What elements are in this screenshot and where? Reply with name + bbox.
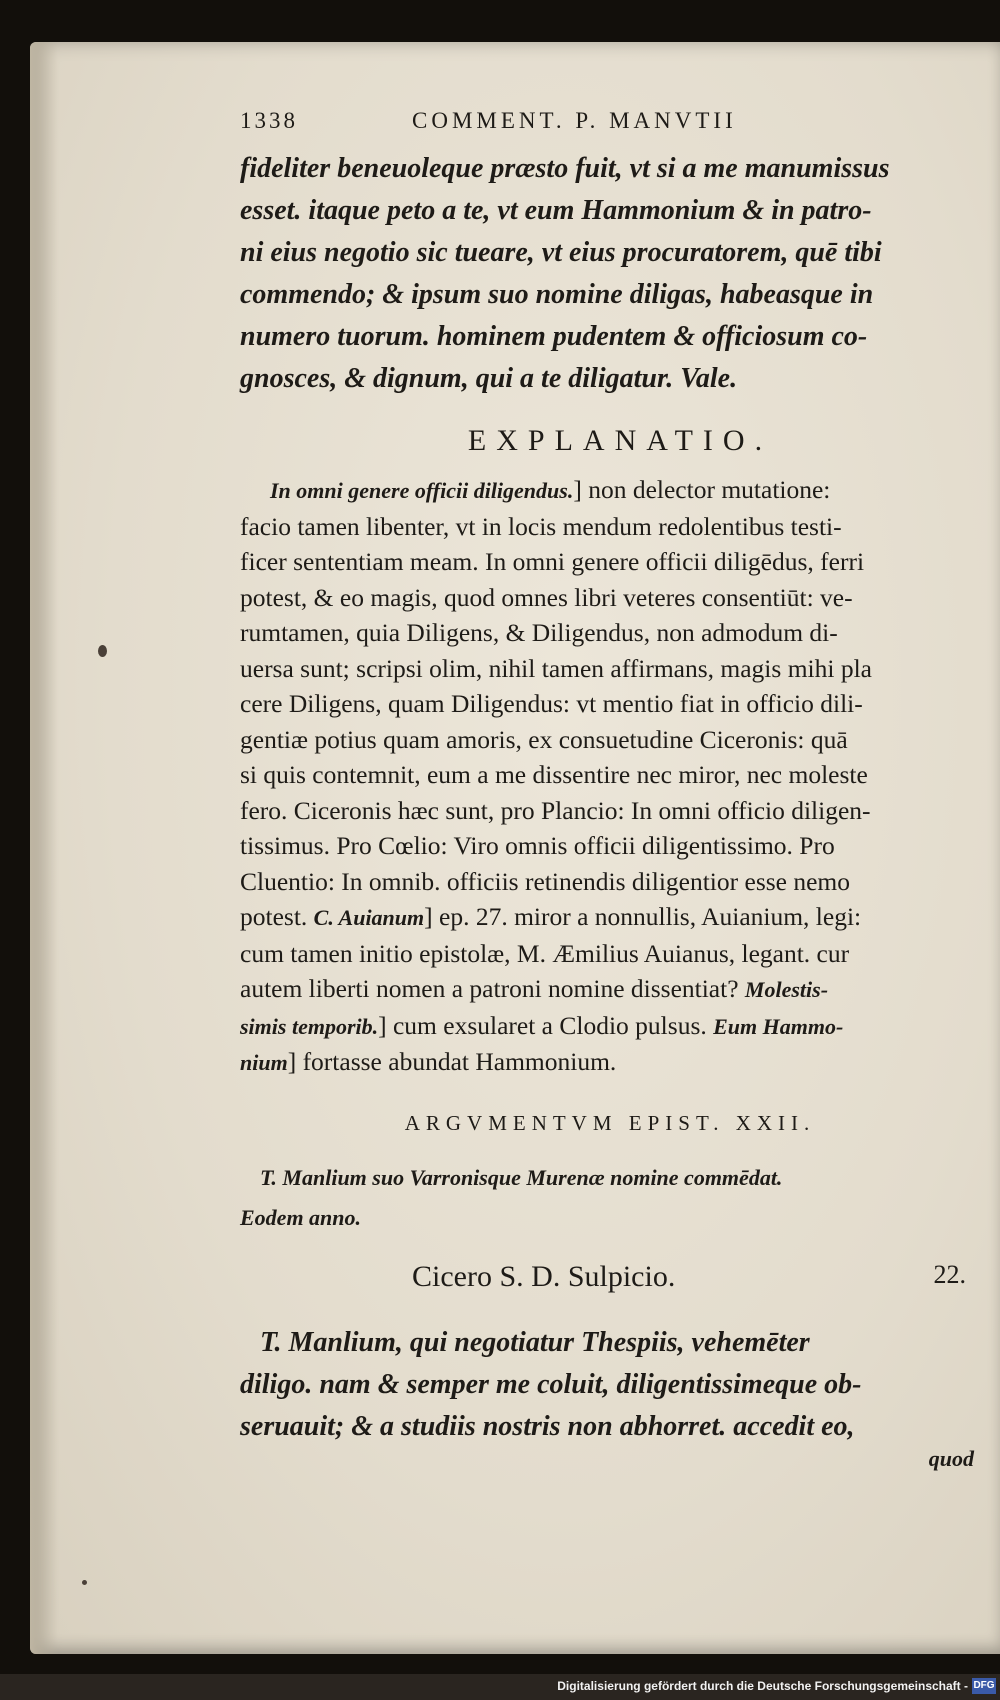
text-line: si quis contemnit, eum a me dissentire nec miror, nec moleste (240, 760, 868, 789)
text-line: ni eius negotio sic tueare, vt eius procuratorem, quē tibi (240, 237, 882, 268)
page-number: 1338 (240, 108, 298, 133)
text-line: cum tamen initio epistolæ, M. Æmilius Auianus, legant. cur (240, 938, 850, 968)
letter-heading (240, 1260, 980, 1306)
letter-22-text (240, 1322, 980, 1448)
text-line: Eodem anno. (240, 1204, 362, 1230)
text-segment: potest. (240, 902, 314, 931)
commentary (240, 472, 980, 1081)
explanatio-heading: EXPLANATIO. (467, 424, 773, 457)
lemma: Eum Hammo- (713, 1013, 844, 1039)
page-gutter-shadow (30, 42, 58, 1654)
text-line: facio tamen libenter, vt in locis mendum redolentibus testi- (240, 511, 842, 541)
text-line: cere Diligens, quam Diligendus: vt mentio fiat in officio dili- (240, 689, 863, 718)
catchword: quod (928, 1445, 974, 1471)
text-line (240, 472, 980, 509)
lemma: nium (240, 1050, 288, 1075)
text-segment: ] cum exsularet a Clodio pulsus. (378, 1010, 714, 1040)
lemma: In omni genere officii diligendus. (270, 478, 574, 503)
dfg-logo: DFG (972, 1678, 996, 1694)
lemma: C. Auianum (313, 905, 425, 930)
text-line: rumtamen, quia Diligens, & Diligendus, non admodum di- (240, 618, 838, 647)
text-line: diligo. nam & semper me coluit, diligentissimeque ob- (240, 1368, 862, 1400)
running-title: COMMENT. P. MANVTII (412, 108, 737, 133)
text-line: potest, & eo magis, quod omnes libri veteres consentiūt: ve- (240, 582, 853, 612)
argument-title: ARGVMENTVM EPIST. XXII. (404, 1110, 816, 1135)
letter-salutation: Cicero S. D. Sulpicio. (412, 1259, 676, 1293)
letter-number: 22. (933, 1259, 966, 1289)
running-head (240, 108, 980, 148)
text-line (240, 899, 980, 936)
page-content (240, 108, 980, 1472)
text-line (240, 1044, 980, 1081)
argument-text (240, 1158, 980, 1238)
text-line (240, 971, 980, 1008)
lemma: Molestis- (744, 977, 829, 1002)
text-line: commendo; & ipsum suo nomine diligas, habeasque in (240, 279, 874, 310)
ink-stain (82, 1580, 87, 1585)
text-line: Cluentio: In omnib. officiis retinendis diligentior esse nemo (240, 866, 851, 896)
text-segment: autem liberti nomen a patroni nomine dissentiat? (240, 974, 745, 1003)
text-line: gentiæ potius quam amoris, ex consuetudine Ciceronis: quā (240, 724, 848, 754)
text-line: ficer sententiam meam. In omni genere officii diligēdus, ferri (240, 547, 865, 576)
text-line: T. Manlium suo Varronisque Murenæ nomine commēdat. (260, 1164, 783, 1190)
text-line (240, 1008, 980, 1045)
text-segment: ] fortasse abundat Hammonium. (287, 1047, 617, 1076)
letter-continuation (240, 148, 980, 400)
footer-bar (0, 1674, 1000, 1700)
text-line: uersa sunt; scripsi olim, nihil tamen affirmans, magis mihi pla (240, 653, 872, 683)
text-line: gnosces, & dignum, qui a te diligatur. Vale. (240, 363, 738, 394)
lemma: simis temporib. (240, 1013, 379, 1039)
text-segment: ] ep. 27. miror a nonnullis, Auianium, legi: (424, 902, 862, 931)
text-line: tissimus. Pro Cœlio: Viro omnis officii diligentissimo. Pro (240, 831, 835, 860)
text-segment: ] non delector mutatione: (573, 475, 831, 504)
text-line: esset. itaque peto a te, vt eum Hammonium & in patro- (240, 195, 872, 226)
ink-stain (98, 645, 107, 657)
text-line: numero tuorum. hominem pudentem & officiosum co- (240, 321, 868, 352)
text-line: seruauit; & a studiis nostris non abhorret. accedit eo, (240, 1410, 855, 1442)
text-line: fero. Ciceronis hæc sunt, pro Plancio: In omni officio diligen- (240, 795, 871, 825)
text-line: T. Manlium, qui negotiatur Thespiis, vehemēter (260, 1326, 810, 1358)
digitization-credit: Digitalisierung gefördert durch die Deutsche Forschungsgemeinschaft - (557, 1679, 968, 1693)
text-line: fideliter beneuoleque præsto fuit, vt si a me manumissus (240, 153, 890, 184)
